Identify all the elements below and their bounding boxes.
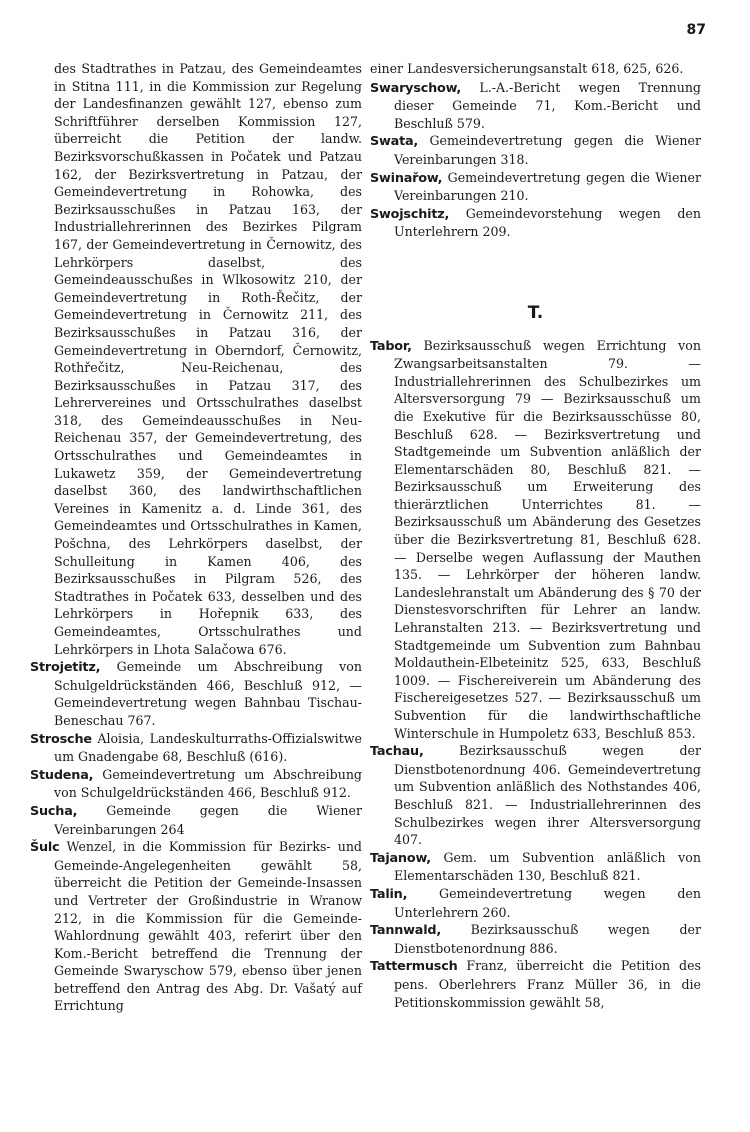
entry-text: Bezirksausschuß wegen der Dienstbotenordnung 886. — [394, 922, 701, 956]
page-number: 87 — [686, 22, 706, 38]
entry-headword: Šulc — [30, 840, 60, 856]
entry-headword: Swata, — [370, 134, 419, 150]
entry-headword: Swaryschow, — [370, 80, 462, 96]
entry-headword: Sucha, — [30, 803, 78, 819]
entry-headword: Swinařow, — [370, 170, 443, 186]
index-entry — [370, 849, 701, 885]
entry-text: Gemeindevorstehung wegen den Unterlehrern 209. — [394, 205, 701, 240]
index-entry — [370, 79, 701, 133]
index-entry — [30, 730, 362, 766]
entry-text: Gemeindevertretung gegen die Wiener Vereinbarungen 318. — [394, 133, 701, 167]
entry-headword: Tabor, — [370, 338, 412, 354]
entry-text: des Stadtrathes in Patzau, des Gemeindeamtes in Stitna 111, in die Kommission zur Regelung der Landesfinanzen gewählt 127, ebenso zum Schriftführer derselben Kommission 127, überreicht die Petition der landw. Bezirksvorschußkassen in Počatek und Patzau 162, der Bezirksvertretung in Patzau, der Gemeindevertretung in Rohowka, des Bezirksausschußes in Patzau 163, der Industriallehrerinnen des Bezirkes Pilgram 167, der Gemeindevertretung in Černowitz, des Lehrkörpers daselbst, des Gemeindeausschußes in Wlkosowitz 210, der Gemeindevertretung in Roth-Řečitz, der Gemeindevertretung in Černowitz 211, des Bezirksausschußes in Patzau 316, der Gemeindevertretung in Oberndorf, Černowitz, Rothřečitz, Neu-Reichenau, des Bezirksausschußes in Patzau 317, des Lehrervereines und Ortsschulrathes daselbst 318, des Gemeindeausschußes in Neu-Reichenau 357, der Gemeindevertretung, des Ortsschulrathes und Gemeindeamtes in Lukawetz 359, der Gemeindevertretung daselbst 360, des landwirthschaftlichen Vereines in Kamenitz a. d. Linde 361, des Gemeindeamtes und Ortsschulrathes in Kamen, Pošchna, des Lehrkörpers daselbst, der Schulleitung in Kamen 406, des Bezirksausschußes in Pilgram 526, des Stadtrathes in Počatek 633, desselben und des Lehrkörpers in Hořepnik 633, des Gemeindeamtes, Ortsschulrathes und Lehrkörpers in Lhota Salačowa 676. — [54, 61, 362, 657]
entry-headword: Tachau, — [370, 744, 424, 760]
index-entry — [370, 205, 701, 241]
index-entry — [370, 132, 701, 168]
entry-text: Franz, überreicht die Petition des pens. Oberlehrers Franz Müller 36, in die Petitionskommission gewählt 58, — [394, 958, 701, 1010]
entry-headword: Tajanow, — [370, 850, 431, 866]
entry-headword: Studena, — [30, 767, 94, 783]
entry-text: Bezirksausschuß wegen Errichtung von Zwangsarbeitsanstalten 79. — Industriallehrerinnen des Schulbezirkes um Altersversorgung 79 — Bezirksausschuß um die Exekutive für die Bezirksausschüsse 80, Beschluß 628. — Bezirksvertretung und Stadtgemeinde um Subvention anläßlich der Elementarschäden 80, Beschluß 821. — Bezirksausschuß um Erweiterung des thierärztlichen Unterrichtes 81. — Bezirksausschuß um Abänderung des Gesetzes über die Bezirksvertretung 81, Beschluß 628. — Derselbe wegen Auflassung der Mauthen 135. — Lehrkörper der höheren landw. Landeslehranstalt um Abänderung des § 70 der Dienstesvorschriften für Lehrer an landw. Lehranstalten 213. — Bezirksvertretung und Stadtgemeinde um Subvention zum Bahnbau Moldauthein-Elbeteinitz 525, 633, Beschluß 1009. — Fischereiverein um Abänderung des Fischereigesetzes 527. — Bezirksausschuß um Subvention für die landwirthschaftliche Winterschule in Humpoletz 633, Beschluß 853. — [394, 337, 701, 741]
entry-text: Bezirksausschuß wegen der Dienstbotenordnung 406. Gemeindevertretung um Subvention anläßlich des Nothstandes 406, Beschluß 821. — Industriallehrerinnen des Schulbezirkes wegen ihrer Altersversorgung 407. — [394, 743, 701, 848]
index-entry — [30, 658, 362, 729]
index-entry — [370, 885, 701, 921]
entry-text: Gemeindevertretung gegen die Wiener Vereinbarungen 210. — [394, 169, 701, 204]
entry-text: L.-A.-Bericht wegen Trennung dieser Gemeinde 71, Kom.-Bericht und Beschluß 579. — [394, 79, 701, 131]
entry-headword: Strosche — [30, 731, 92, 747]
entry-text: Gemeindevertretung wegen den Unterlehrern 260. — [394, 885, 701, 920]
index-entry — [370, 921, 701, 957]
entry-headword: Tattermusch — [370, 959, 458, 975]
entry-text: Gemeinde gegen die Wiener Vereinbarungen 264 — [54, 802, 362, 837]
index-entry — [30, 60, 362, 658]
entry-text: Wenzel, in die Kommission für Bezirks- und Gemeinde-Angelegenheiten gewählt 58, überreicht die Petition der Gemeinde-Insassen und Vertreter der Großindustrie in Wranow 212, in die Kommission für die Gemeinde-Wahlordnung gewählt 403, referirt über den Kom.-Bericht betreffend die Trennung der Gemeinde Swaryschow 579, ebenso über jenen betreffend den Antrag des Abg. Dr. Vašatý auf Errichtung — [54, 839, 362, 1014]
entry-text: Gem. um Subvention anläßlich von Elementarschäden 130, Beschluß 821. — [394, 849, 701, 884]
index-entry — [370, 742, 701, 849]
entry-text: Aloisia, Landeskulturraths-Offizialswitwe um Gnadengabe 68, Beschluß (616). — [54, 730, 362, 765]
entry-text: Gemeindevertretung um Abschreibung von Schulgeldrückständen 466, Beschluß 912. — [54, 766, 362, 801]
left-column — [30, 60, 362, 1015]
index-entry — [370, 60, 701, 79]
index-entry — [30, 766, 362, 802]
entry-headword: Tannwald, — [370, 923, 442, 939]
entry-text: einer Landesversicherungsanstalt 618, 625, 626. — [370, 61, 684, 76]
section-letter-heading: T. — [527, 302, 544, 323]
index-entry — [370, 337, 701, 743]
index-entry — [30, 838, 362, 1015]
index-entry — [370, 957, 701, 1011]
right-column — [370, 60, 701, 1011]
index-entry — [30, 802, 362, 838]
entry-headword: Talin, — [370, 886, 408, 902]
entry-headword: Strojetitz, — [30, 660, 101, 676]
index-entry — [370, 169, 701, 205]
entry-text: Gemeinde um Abschreibung von Schulgeldrückständen 466, Beschluß 912, — Gemeindevertretung wegen Bahnbau Tischau-Beneschau 767. — [54, 659, 362, 728]
entry-headword: Swojschitz, — [370, 206, 450, 222]
